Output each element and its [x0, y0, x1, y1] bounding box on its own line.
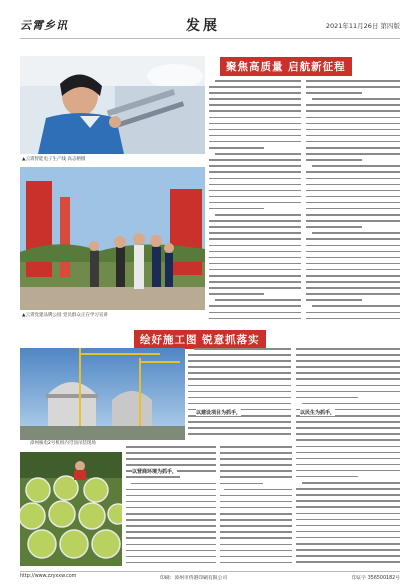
article-bottom-column-d [220, 446, 292, 566]
footer-order: 印证字 356500182号 [351, 576, 400, 581]
footer-printer: 印刷：漳州市侨港印刷有限公司 [160, 576, 228, 581]
page-footer [20, 571, 400, 581]
bottom-subhead-2: 以营商环境为抓手， [132, 469, 178, 475]
photo1-caption: ▲云霄智能电子生产线 高志榕摄 [22, 157, 86, 162]
bottom-subhead-3: 以民生为抓手， [300, 410, 336, 416]
article-bottom-column-b [126, 446, 216, 566]
issue-date: 2021年11月26日 第四版 [325, 22, 400, 30]
masthead: 云霄乡讯 [20, 19, 68, 32]
vegetable-baskets-image [20, 452, 122, 566]
bottom-subhead-1: 以建设项目为抓手， [196, 410, 242, 416]
photo-factory-worker [20, 56, 205, 154]
photo-vegetable-baskets [20, 452, 122, 566]
article-bottom-column-c [296, 348, 400, 566]
party-park-image [20, 167, 205, 310]
footer-url[interactable]: http://www.zzyxxw.com [20, 574, 77, 579]
article-bottom-column-a [188, 348, 291, 443]
photo-party-park [20, 167, 205, 310]
page-header [20, 17, 400, 39]
headline-top: 聚焦高质量 启航新征程 [220, 57, 352, 76]
photo3-caption: 漳州核电2号机组内穹顶吊装现场 [30, 441, 96, 446]
factory-worker-image [20, 56, 205, 154]
article-top-column-a [209, 80, 301, 320]
section-title: 发展 [186, 18, 220, 34]
article-top-column-b [306, 80, 400, 320]
photo2-caption: ▲云霄党建品牌公园 党员群众正在学习宣讲 [22, 313, 108, 318]
photo-nuclear-plant [20, 348, 185, 440]
headline-bottom: 绘好施工图 锐意抓落实 [134, 330, 266, 349]
nuclear-plant-image [20, 348, 185, 440]
